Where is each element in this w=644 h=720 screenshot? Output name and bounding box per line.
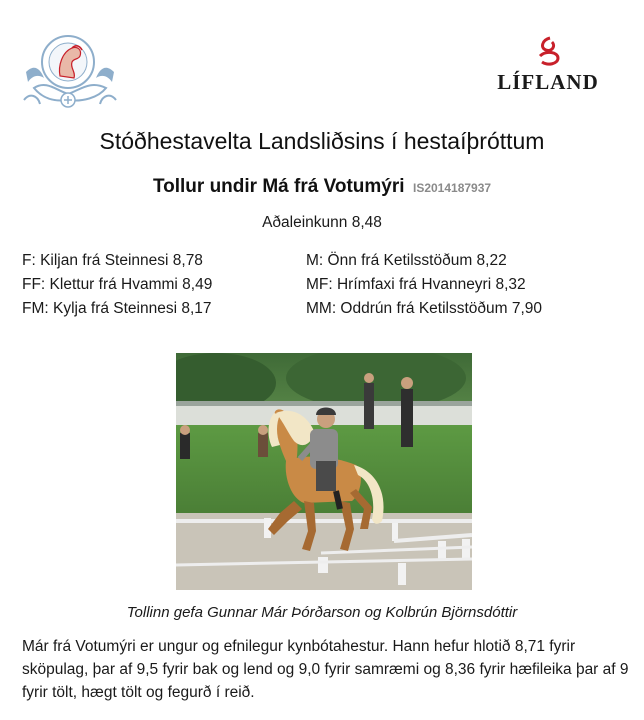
pedigree-sire-side (22, 249, 212, 321)
lifland-logo-icon (532, 36, 566, 70)
lifland-logo (492, 36, 604, 96)
pedigree-dam-sire: MF: Hrímfaxi frá Hvanneyri 8,32 (306, 276, 526, 293)
photo-caption: Tollinn gefa Gunnar Már Þórðarson og Kolbrún Björnsdóttir (126, 604, 518, 621)
pedigree-dam-side (306, 249, 542, 321)
pedigree-sire-dam: FM: Kylja frá Steinnesi 8,17 (22, 300, 212, 317)
horse-rider-photo-icon (176, 353, 472, 590)
lifland-wordmark: LÍFLAND (497, 70, 599, 94)
pedigree-sire-sire: FF: Klettur frá Hvammi 8,49 (22, 276, 213, 293)
association-logo (20, 28, 120, 116)
main-score: Aðaleinkunn 8,48 (262, 214, 382, 231)
horse-heading (0, 176, 644, 198)
page-title: Stóðhestavelta Landsliðsins í hestaíþróttum (99, 128, 545, 154)
landssamband-logo-icon (20, 28, 120, 116)
registration-number: IS2014187937 (412, 181, 492, 195)
horse-photo (176, 353, 472, 590)
pedigree-dam: M: Önn frá Ketilsstöðum 8,22 (306, 252, 507, 269)
horse-name: Tollur undir Má frá Votumýri (152, 176, 405, 197)
pedigree-sire: F: Kiljan frá Steinnesi 8,78 (22, 252, 203, 269)
description-paragraph: Már frá Votumýri er ungur og efnilegur kynbótahestur. Hann hefur hlotið 8,71 fyrir sköpulag, þar af 9,5 fyrir bak og lend og 9,0 fyrir samræmi og 8,36 fyrir hæfileika þar af 9 fyrir tölt, hægt tölt og fegurð í reið. (22, 638, 629, 701)
pedigree-dam-dam: MM: Oddrún frá Ketilsstöðum 7,90 (306, 300, 543, 317)
